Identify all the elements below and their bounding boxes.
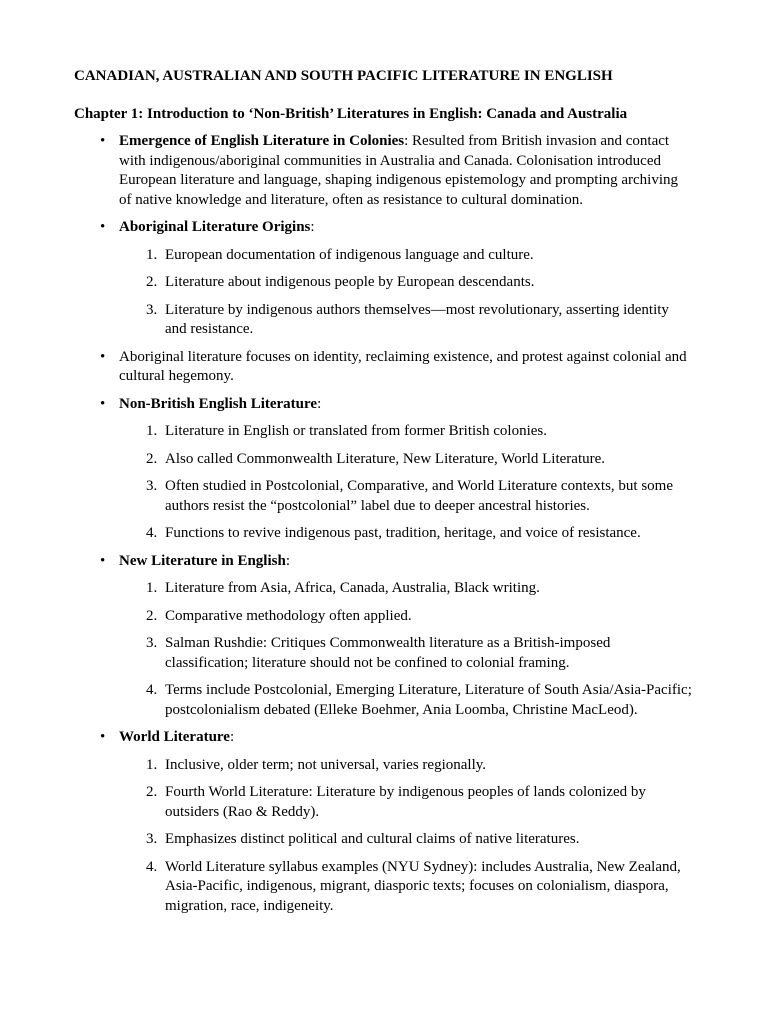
list-item-text: Literature by indigenous authors themselves—most revolutionary, asserting identity and resistance. xyxy=(165,301,669,337)
list-item xyxy=(74,422,694,442)
list-item xyxy=(74,756,694,776)
list-item-number: 2. xyxy=(146,450,158,467)
bullet-text: : xyxy=(317,395,322,412)
bullet-dot-icon: • xyxy=(100,395,106,412)
list-item xyxy=(74,858,694,917)
list-item-number: 3. xyxy=(146,478,158,494)
list-item-number: 2. xyxy=(146,784,158,800)
list-item-number: 2. xyxy=(146,607,158,624)
list-item xyxy=(74,579,694,599)
list-item-text: Literature from Asia, Africa, Canada, Australia, Black writing. xyxy=(165,580,540,596)
list-item-text: European documentation of indigenous language and culture. xyxy=(165,246,534,263)
bullet-item xyxy=(74,218,694,340)
list-item-text: Literature in English or translated from former British colonies. xyxy=(165,423,547,439)
list-item-number: 4. xyxy=(146,858,158,875)
list-item-text: Comparative methodology often applied. xyxy=(165,607,412,624)
list-item-number: 1. xyxy=(146,423,158,439)
bullet-heading: New Literature in English xyxy=(119,552,286,569)
list-item-text: Terms include Postcolonial, Emerging Literature, Literature of South Asia/Asia-Pacific; postcolonialism debated (Elleke Boehmer, Ania Loomba, Christine MacLeod). xyxy=(165,682,692,718)
list-item xyxy=(74,783,694,822)
bullet-heading: Emergence of English Literature in Colonies xyxy=(119,133,405,149)
list-item-number: 2. xyxy=(146,274,158,290)
bullet-item xyxy=(74,728,694,916)
bullet-text: Aboriginal literature focuses on identity, reclaiming existence, and protest against colonial and cultural hegemony. xyxy=(119,348,687,384)
bullet-text: : xyxy=(285,552,290,569)
list-item xyxy=(74,830,694,850)
list-item xyxy=(74,477,694,516)
numbered-list xyxy=(119,246,694,340)
bullet-dot-icon: • xyxy=(100,133,106,149)
list-item xyxy=(74,273,694,293)
list-item-number: 3. xyxy=(146,831,158,847)
bullet-item xyxy=(74,348,694,387)
document-title: CANADIAN, AUSTRALIAN AND SOUTH PACIFIC LITERATURE IN ENGLISH xyxy=(74,68,613,84)
list-item xyxy=(74,524,694,544)
numbered-list xyxy=(119,756,694,917)
list-item-text: Salman Rushdie: Critiques Commonwealth literature as a British-imposed classification; literature should not be confined to colonial framing. xyxy=(165,635,611,671)
bullet-text: : Resulted from British invasion and contact with indigenous/aboriginal communities in Australia and Canada. Colonisation introduced European literature and language, shaping indigenous epistemology and prompting archiving of native knowledge and literature, often as resistance to cultural domination. xyxy=(119,133,679,208)
bullet-item xyxy=(74,395,694,544)
list-item-text: World Literature syllabus examples (NYU Sydney): includes Australia, New Zealand, Asia-Pacific, indigenous, migrant, diasporic texts; focuses on colonialism, diaspora, migration, race, indigeneity. xyxy=(165,858,681,914)
bullet-item xyxy=(74,552,694,721)
bullet-dot-icon: • xyxy=(100,219,106,235)
list-item xyxy=(74,450,694,470)
list-item-text: Inclusive, older term; not universal, varies regionally. xyxy=(165,756,487,773)
bullet-dot-icon: • xyxy=(100,552,106,569)
bullet-list xyxy=(74,132,694,916)
bullet-heading: Aboriginal Literature Origins xyxy=(119,219,311,235)
list-item-text: Functions to revive indigenous past, tradition, heritage, and voice of resistance. xyxy=(165,525,641,541)
list-item xyxy=(74,246,694,266)
bullet-heading: World Literature xyxy=(119,729,230,745)
list-item-number: 1. xyxy=(146,246,158,263)
list-item xyxy=(74,607,694,627)
list-item-number: 4. xyxy=(146,682,158,698)
bullet-item xyxy=(74,132,694,210)
list-item-number: 1. xyxy=(146,580,158,596)
numbered-list xyxy=(119,579,694,720)
list-item xyxy=(74,634,694,673)
bullet-text: : xyxy=(229,729,235,745)
list-item xyxy=(74,681,694,720)
list-item-number: 4. xyxy=(146,525,158,541)
list-item-text: Fourth World Literature: Literature by indigenous peoples of lands colonized by outsiders (Rao & Reddy). xyxy=(165,784,646,820)
document-page xyxy=(74,66,694,924)
list-item-text: Also called Commonwealth Literature, New Literature, World Literature. xyxy=(165,450,606,467)
list-item-number: 3. xyxy=(146,301,158,318)
bullet-text: : xyxy=(310,219,315,235)
list-item-number: 3. xyxy=(146,635,158,651)
bullet-dot-icon: • xyxy=(100,348,106,365)
list-item xyxy=(74,301,694,340)
numbered-list xyxy=(119,422,694,544)
list-item-text: Often studied in Postcolonial, Comparative, and World Literature contexts, but some authors resist the “postcolonial” label due to deeper ancestral histories. xyxy=(165,478,673,514)
chapter-heading: Chapter 1: Introduction to ‘Non-British’ Literatures in English: Canada and Australia xyxy=(74,106,628,122)
list-item-number: 1. xyxy=(146,756,158,773)
bullet-heading: Non-British English Literature xyxy=(119,395,318,412)
list-item-text: Emphasizes distinct political and cultural claims of native literatures. xyxy=(165,831,580,847)
bullet-dot-icon: • xyxy=(100,729,106,745)
list-item-text: Literature about indigenous people by European descendants. xyxy=(165,274,535,290)
